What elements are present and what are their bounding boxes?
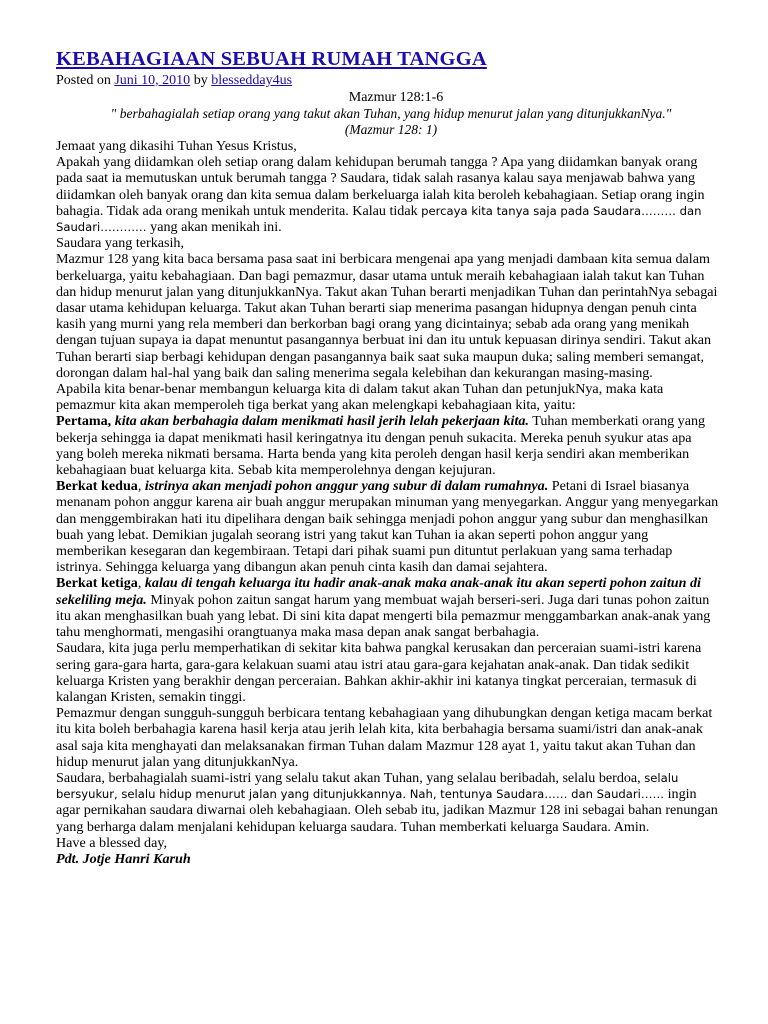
author-link[interactable]: blessedday4us [211, 73, 293, 88]
salutation: Saudara yang terkasih, [56, 235, 184, 252]
paragraph-blessing-second [56, 478, 720, 575]
verse-line-1: " berbahagialah setiap orang yang takut akan Tuhan, yang hidup menurut jalan yang ditunjukkanNya." [110, 106, 672, 121]
paragraph-blessing-first [56, 413, 720, 478]
verse-line-2: (Mazmur 128: 1) [344, 122, 438, 137]
paragraph-text: Tuhan memberkati orang yang bekerja sehingga ia dapat menikmati hasil keringatnya itu dengan penuh sukacita. Mereka penuh syukur atas apa yang boleh mereka nikmati bersama. Harta benda yang kita peroleh dengan hasil kerja sendiri akan memberikan kebahagiaan buat keluarga kita. Sebab kita memperolehnya dengan kejujuran. [56, 413, 706, 479]
signature [56, 851, 720, 867]
paragraph-text: ingin agar pernikahan saudara diwarnai oleh kebahagiaan. Oleh sebab itu, jadikan Mazmur 128 ini sebagai bahan renungan yang berharga dalam menjalani kehidupan keluarga saudara. Tuhan memberkati keluarga Saudara. Amin. [56, 786, 718, 835]
scripture-verse [56, 106, 726, 138]
post-date-link[interactable]: Juni 10, 2010 [114, 73, 191, 88]
post-title[interactable]: KEBAHAGIAAN SEBUAH RUMAH TANGGA [56, 48, 487, 70]
article-body [56, 138, 720, 867]
paragraph-text: Petani di Israel biasanya menanam pohon anggur karena air buah anggur merupakan minuman yang menyegarkan. Anggur yang menyegarkan dan menggembirakan hati itu dipelihara dengan baik sehingga menjadi pohon anggur yang subur dan menghasilkan buah yang lebat. Demikian jugalah seorang istri yang takut kan Tuhan ia akan seperti pohon anggur yang memberikan kesegaran dan kegembiraan. Tetapi dari pihak suami pun dituntut perlakuan yang sama terhadap istrinya. Sehingga keluarga yang dibangun akan penuh cinta kasih dan damai sejahtera. [56, 478, 719, 576]
paragraph-text: Apakah yang diidamkan oleh setiap orang dalam kehidupan berumah tangga ? Apa yang diidamkan banyak orang pada saat ia memutuskan untuk berumah tangga ? Saudara, tidak salah rasanya kalau saya menjawab bahwa yang diidamkan oleh banyak orang dan kita semua dalam berkeluarga ialah kita beroleh kebahagiaan. Setiap orang ingin bahagia. Tidak ada orang menikah untuk menderita. Kalau tidak [56, 154, 705, 219]
paragraph-text: Saudara, berbahagialah suami-istri yang selalu takut akan Tuhan, yang selalau beribadah, selalu berdoa, [56, 769, 645, 786]
paragraph-closing [56, 770, 720, 835]
paragraph-text-small: percaya kita tanya saja pada Saudara……… dan Saudari………… [56, 203, 702, 235]
paragraph-blessings-intro: Apabila kita benar-benar membangun keluarga kita di dalam takut akan Tuhan dan petunjukNya, maka kata pemazmur kita akan memperoleh tiga berkat yang akan melengkapi kebahagiaan kita, yaitu: [56, 381, 664, 414]
paragraph-text-small: selalu bersyukur, selalu hidup menurut jalan yang ditunjukkannya. Nah, tentunya Saudara…… dan Saudari…… [56, 770, 679, 802]
blessing-label: Pertama, [56, 413, 112, 430]
paragraph-blessing-third [56, 575, 720, 640]
blessing-statement: kalau di tengah keluarga itu hadir anak-anak maka anak-anak itu akan seperti pohon zaitun di sekeliling meja. [56, 575, 701, 608]
separator: , [137, 575, 145, 592]
blessing-label: Berkat ketiga [56, 575, 138, 592]
paragraph-text: Minyak pohon zaitun sangat harum yang membuat wajah berseri-seri. Juga dari tunas pohon zaitun itu akan menghasilkan buah yang lebat. Di sini kita dapat mengerti bila pemazmur menggambarkan anak-anak yang tahu menghormati, mengasihi orangtuanya maka masa depan anak sangat berbahagia. [56, 591, 711, 641]
blessing-statement: kita akan berbahagia dalam menikmati hasil jerih lelah pekerjaan kita. [111, 413, 529, 430]
paragraph-intro [56, 154, 720, 235]
paragraph-psalmist: Pemazmur dengan sungguh-sungguh berbicara tentang kebahagiaan yang dihubungkan dengan ketiga macam berkat itu kita boleh berbahagia karena hasil kerja atau jerih lelah kita, kita berbahagia bersama suami/istri dan anak-anak asal saja kita menghayati dan melaksanakan firman Tuhan dalam Mazmur 128 ayat 1, yaitu takut akan Tuhan dan hidup menurut jalan yang ditunjukkanNya. [56, 705, 713, 770]
posted-on-label: Posted on [56, 73, 111, 88]
blessing-label: Berkat kedua [56, 478, 138, 495]
blessing-statement: istrinya akan menjadi pohon anggur yang subur di dalam rumahnya. [144, 478, 549, 495]
separator: , [137, 478, 145, 495]
post-meta [56, 72, 768, 89]
farewell: Have a blessed day, [56, 834, 168, 851]
by-label: by [193, 73, 208, 88]
signature-name: Pdt. Jotje Hanri Karuh [56, 850, 191, 867]
paragraph-mazmur: Mazmur 128 yang kita baca bersama pasa saat ini berbicara mengenai apa yang menjadi dambaan kita semua dalam berkeluarga, yaitu kebahagiaan. Dan bagi pemazmur, dasar utama untuk meraih kebahagiaan ialah takut kan Tuhan dan hidup menurut jalan yang ditunjukkanNya. Takut akan Tuhan berarti menjadikan Tuhan dan perintahNya sebagai dasar utama kehidupan keluarga. Takut akan Tuhan berarti siap menerima pasangan hidupnya dengan penuh cinta kasih yang murni yang rela memberi dan berkorban bagi orang yang dicintainya; sebab ada orang yang menikah dengan tujuan supaya ia dapat menuntut pasangannya berbuat ini dan itu untuk kepuasan dirinya sendiri. Takut akan Tuhan berarti siap berbagi kehidupan dengan pasangannya baik saat suka maupun duka; saling memberi semangat, dorongan dalam hal-hal yang baik dan saling menerima segala kelebihan dan kekurangan masing-masing. [56, 251, 718, 381]
paragraph-divorce: Saudara, kita juga perlu memperhatikan di sekitar kita bahwa pangkal kerusakan dan perceraian suami-istri karena sering gara-gara harta, gara-gara kelakuan suami atau istri atau gara-gara kejahatan anak-anak. Dan tidak sedikit keluarga Kristen yang berakhir dengan perceraian. Bahkan akhir-akhir ini katanya tingkat perceraian, termasuk di kalangan Kristen, semakin tinggi. [56, 640, 702, 705]
paragraph-text: yang akan menikah ini. [146, 219, 282, 236]
greeting: Jemaat yang dikasihi Tuhan Yesus Kristus, [56, 138, 297, 154]
scripture-reference: Mazmur 128:1-6 [348, 90, 444, 105]
